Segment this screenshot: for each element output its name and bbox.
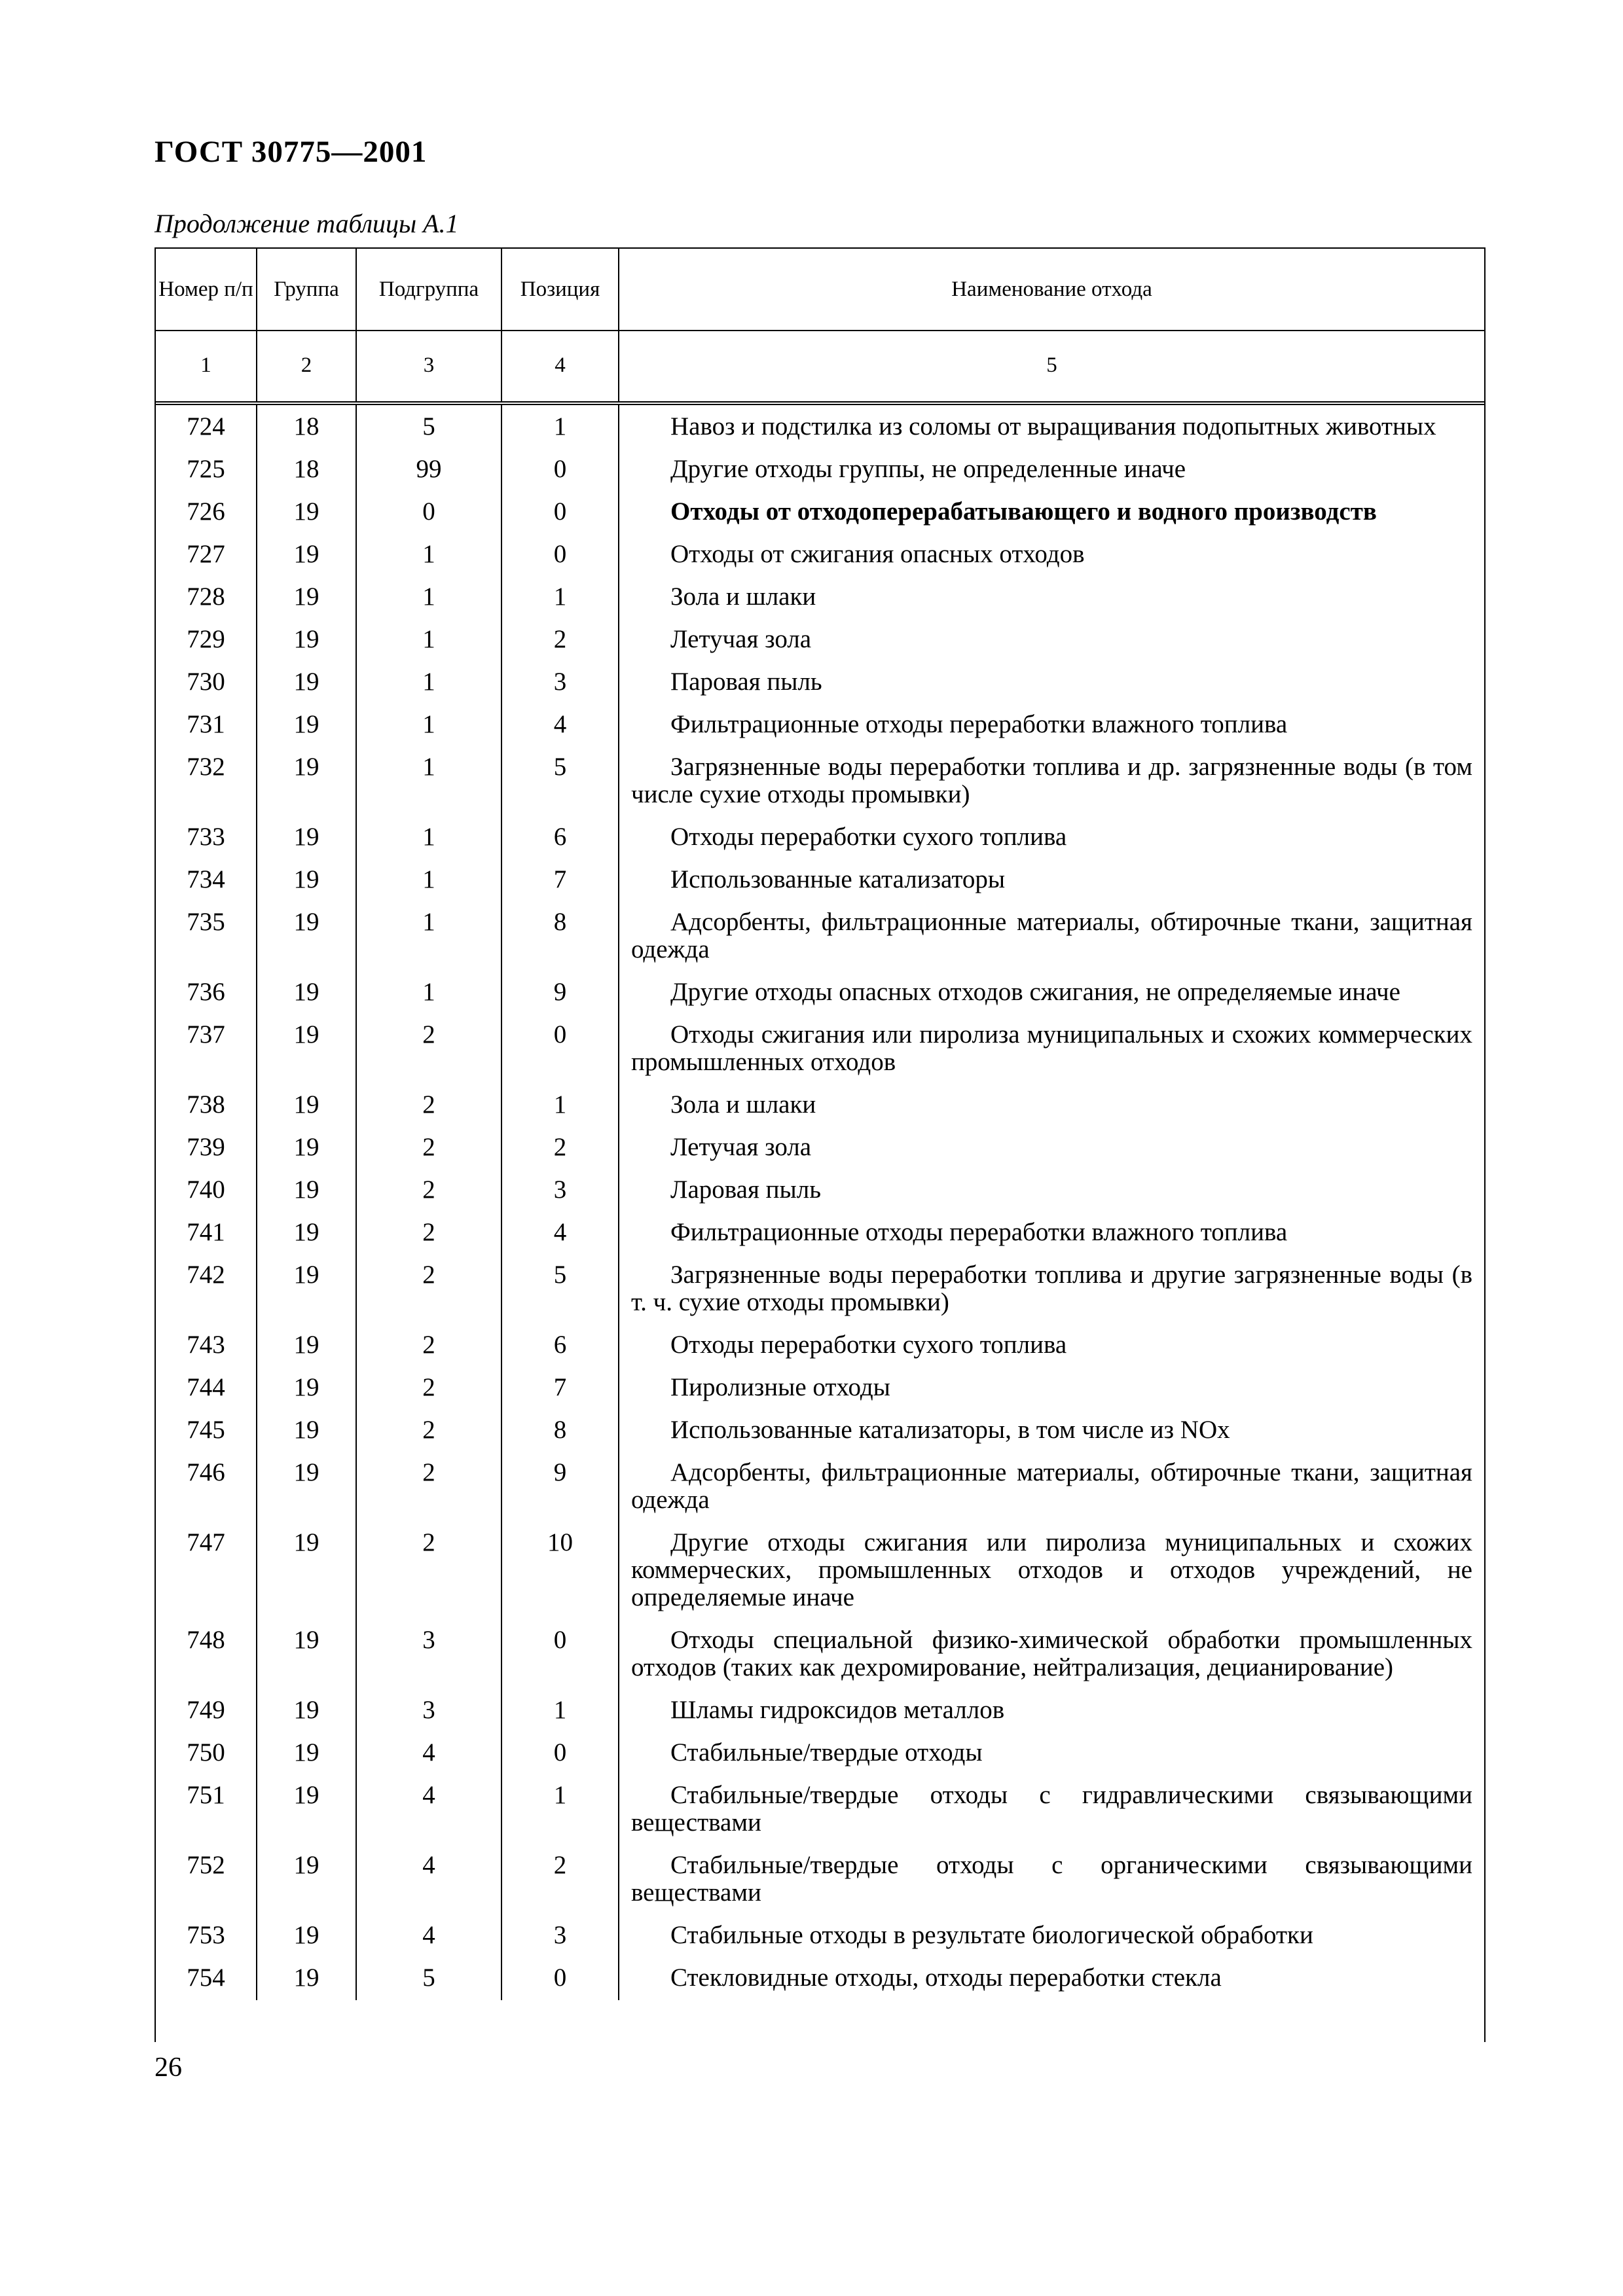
table-row [156,1410,1484,1452]
table-row [156,1732,1484,1775]
header-group: Группа [257,249,356,331]
column-number: 2 [257,331,356,403]
position-cell: 5 [501,747,619,817]
position-cell: 7 [501,1367,619,1410]
waste-name-cell: Отходы переработки сухого топлива [670,1331,1067,1359]
position-cell: 7 [501,859,619,902]
row-number-cell: 727 [156,534,257,577]
table-row [156,1690,1484,1732]
waste-name-cell: Зола и шлаки [670,583,816,611]
table-row [156,704,1484,747]
waste-name-cell: Стабильные/твердые отходы [670,1738,983,1767]
header-position: Позиция [501,249,619,331]
column-number: 3 [356,331,501,403]
group-cell: 19 [257,1170,356,1212]
subgroup-cell: 4 [356,1915,501,1958]
subgroup-cell: 2 [356,1014,501,1085]
group-cell: 19 [257,1410,356,1452]
waste-name-cell: Ларовая пыль [670,1175,821,1204]
subgroup-cell: 1 [356,972,501,1014]
group-cell: 19 [257,1255,356,1325]
table-body [156,403,1484,2000]
waste-classification-table [156,249,1484,2000]
group-cell: 19 [257,1014,356,1085]
subgroup-cell: 2 [356,1367,501,1410]
group-cell: 18 [257,403,356,449]
subgroup-cell: 2 [356,1522,501,1620]
row-number-cell: 736 [156,972,257,1014]
waste-name-cell: Загрязненные воды переработки топлива и др. загрязненные воды (в том числе сухие отходы промывки) [631,753,1472,808]
position-cell: 0 [501,1732,619,1775]
position-cell: 3 [501,662,619,704]
subgroup-cell: 4 [356,1845,501,1915]
position-cell: 1 [501,1085,619,1127]
position-cell: 2 [501,619,619,662]
table-row [156,403,1484,449]
table-row [156,1620,1484,1690]
group-cell: 19 [257,619,356,662]
subgroup-cell: 2 [356,1170,501,1212]
waste-name-cell: Стекловидные отходы, отходы переработки стекла [670,1964,1222,1992]
waste-name-cell: Адсорбенты, фильтрационные материалы, обтирочные ткани, защитная одежда [631,1458,1472,1514]
subgroup-cell: 4 [356,1732,501,1775]
row-number-cell: 740 [156,1170,257,1212]
group-cell: 19 [257,1325,356,1367]
waste-name-cell: Фильтрационные отходы переработки влажного топлива [670,1218,1288,1246]
waste-name-cell: Стабильные/твердые отходы с гидравлическими связывающими веществами [631,1781,1472,1837]
table-row [156,1958,1484,2000]
position-cell: 2 [501,1127,619,1170]
group-cell: 19 [257,1212,356,1255]
waste-name-cell: Стабильные отходы в результате биологической обработки [670,1921,1313,1949]
group-cell: 19 [257,1452,356,1522]
row-number-cell: 725 [156,449,257,492]
table-row [156,859,1484,902]
row-number-cell: 750 [156,1732,257,1775]
position-cell: 2 [501,1845,619,1915]
subgroup-cell: 2 [356,1085,501,1127]
table-row [156,577,1484,619]
subgroup-cell: 1 [356,534,501,577]
row-number-cell: 741 [156,1212,257,1255]
subgroup-cell: 1 [356,577,501,619]
table-row [156,817,1484,859]
subgroup-cell: 3 [356,1690,501,1732]
position-cell: 9 [501,972,619,1014]
table-row [156,619,1484,662]
waste-name-cell: Другие отходы опасных отходов сжигания, не определяемые иначе [670,978,1400,1006]
waste-name-cell: Стабильные/твердые отходы с органическими связывающими веществами [631,1851,1472,1907]
subgroup-cell: 2 [356,1410,501,1452]
row-number-cell: 743 [156,1325,257,1367]
table-row [156,1522,1484,1620]
position-cell: 3 [501,1170,619,1212]
waste-name-cell: Другие отходы сжигания или пиролиза муниципальных и схожих коммерческих, промышленных отходов и отходов учреждений, не определяемые иначе [631,1528,1472,1611]
header-subgroup: Подгруппа [356,249,501,331]
row-number-cell: 726 [156,492,257,534]
group-cell: 19 [257,1522,356,1620]
column-number: 4 [501,331,619,403]
subgroup-cell: 1 [356,619,501,662]
position-cell: 1 [501,403,619,449]
row-number-cell: 751 [156,1775,257,1845]
subgroup-cell: 4 [356,1775,501,1845]
group-cell: 19 [257,817,356,859]
position-cell: 0 [501,492,619,534]
table-row [156,902,1484,972]
group-cell: 19 [257,534,356,577]
subgroup-cell: 2 [356,1127,501,1170]
group-cell: 19 [257,1845,356,1915]
row-number-cell: 735 [156,902,257,972]
waste-name-cell: Использованные катализаторы, в том числе из NOx [670,1416,1230,1444]
table-row [156,972,1484,1014]
subgroup-cell: 2 [356,1325,501,1367]
subgroup-cell: 1 [356,704,501,747]
waste-name-cell: Фильтрационные отходы переработки влажного топлива [670,710,1288,738]
table-row [156,662,1484,704]
waste-name-cell: Паровая пыль [670,668,822,696]
table-row [156,1915,1484,1958]
row-number-cell: 752 [156,1845,257,1915]
row-number-cell: 729 [156,619,257,662]
waste-name-cell: Зола и шлаки [670,1090,816,1119]
table-row [156,492,1484,534]
position-cell: 8 [501,902,619,972]
row-number-cell: 748 [156,1620,257,1690]
group-cell: 19 [257,1127,356,1170]
row-number-cell: 753 [156,1915,257,1958]
subgroup-cell: 2 [356,1255,501,1325]
position-cell: 0 [501,1620,619,1690]
column-number: 5 [619,331,1484,403]
waste-name-cell: Отходы специальной физико-химической обработки промышленных отходов (таких как дехромирование, нейтрализация, децианирование) [631,1626,1472,1681]
waste-table-container [155,247,1486,2042]
subgroup-cell: 1 [356,662,501,704]
subgroup-cell: 5 [356,403,501,449]
waste-name-cell: Летучая зола [670,625,812,653]
table-caption: Продолжение таблицы А.1 [155,209,459,238]
waste-name-cell: Летучая зола [670,1133,812,1161]
row-number-cell: 732 [156,747,257,817]
row-number-cell: 747 [156,1522,257,1620]
waste-name-cell: Другие отходы группы, не определенные иначе [670,455,1186,483]
subgroup-cell: 1 [356,902,501,972]
position-cell: 4 [501,1212,619,1255]
table-row [156,1014,1484,1085]
position-cell: 1 [501,1775,619,1845]
row-number-cell: 742 [156,1255,257,1325]
row-number-cell: 733 [156,817,257,859]
document-title: ГОСТ 30775—2001 [155,135,428,169]
table-row [156,449,1484,492]
position-cell: 6 [501,1325,619,1367]
row-number-cell: 746 [156,1452,257,1522]
group-cell: 19 [257,577,356,619]
subgroup-cell: 2 [356,1452,501,1522]
waste-name-cell: Адсорбенты, фильтрационные материалы, обтирочные ткани, защитная одежда [631,908,1472,963]
waste-name-cell: Пиролизные отходы [670,1373,890,1401]
table-row [156,1127,1484,1170]
table-row [156,1367,1484,1410]
position-cell: 1 [501,1690,619,1732]
row-number-cell: 731 [156,704,257,747]
group-cell: 19 [257,747,356,817]
table-row [156,1212,1484,1255]
column-number-row [156,331,1484,403]
subgroup-cell: 1 [356,859,501,902]
group-cell: 19 [257,859,356,902]
column-number: 1 [156,331,257,403]
waste-name-cell: Навоз и подстилка из соломы от выращивания подопытных животных [670,412,1436,440]
table-row [156,1775,1484,1845]
row-number-cell: 724 [156,403,257,449]
row-number-cell: 754 [156,1958,257,2000]
group-cell: 19 [257,902,356,972]
row-number-cell: 745 [156,1410,257,1452]
table-row [156,747,1484,817]
header-number: Номер п/п [156,249,257,331]
row-number-cell: 730 [156,662,257,704]
group-cell: 19 [257,1690,356,1732]
page-number: 26 [155,2053,182,2083]
position-cell: 9 [501,1452,619,1522]
table-row [156,1085,1484,1127]
table-row [156,1170,1484,1212]
waste-name-cell: Загрязненные воды переработки топлива и другие загрязненные воды (в т. ч. сухие отходы промывки) [631,1261,1472,1316]
waste-name-cell: Отходы от сжигания опасных отходов [670,540,1085,568]
group-cell: 19 [257,972,356,1014]
group-cell: 19 [257,1620,356,1690]
header-waste-name: Наименование отхода [951,278,1152,301]
waste-name-cell: Отходы сжигания или пиролиза муниципальных и схожих коммерческих промышленных отходов [631,1020,1472,1076]
subgroup-cell: 0 [356,492,501,534]
group-cell: 19 [257,1958,356,2000]
group-cell: 19 [257,1915,356,1958]
position-cell: 0 [501,449,619,492]
row-number-cell: 739 [156,1127,257,1170]
position-cell: 10 [501,1522,619,1620]
table-row [156,1845,1484,1915]
group-cell: 19 [257,1085,356,1127]
position-cell: 3 [501,1915,619,1958]
waste-name-cell: Отходы от отходоперерабатывающего и водного производств [670,497,1377,526]
group-cell: 19 [257,704,356,747]
group-cell: 18 [257,449,356,492]
waste-name-cell: Отходы переработки сухого топлива [670,823,1067,851]
position-cell: 0 [501,1014,619,1085]
waste-name-cell: Шламы гидроксидов металлов [670,1696,1005,1724]
table-row [156,1452,1484,1522]
table-row [156,1255,1484,1325]
group-cell: 19 [257,1775,356,1845]
group-cell: 19 [257,492,356,534]
subgroup-cell: 3 [356,1620,501,1690]
subgroup-cell: 1 [356,817,501,859]
position-cell: 0 [501,534,619,577]
row-number-cell: 738 [156,1085,257,1127]
waste-name-cell: Использованные катализаторы [670,865,1006,893]
subgroup-cell: 5 [356,1958,501,2000]
row-number-cell: 744 [156,1367,257,1410]
row-number-cell: 749 [156,1690,257,1732]
subgroup-cell: 1 [356,747,501,817]
position-cell: 5 [501,1255,619,1325]
group-cell: 19 [257,662,356,704]
position-cell: 4 [501,704,619,747]
group-cell: 19 [257,1732,356,1775]
subgroup-cell: 99 [356,449,501,492]
table-header-row [156,249,1484,331]
position-cell: 0 [501,1958,619,2000]
position-cell: 1 [501,577,619,619]
table-row [156,1325,1484,1367]
row-number-cell: 737 [156,1014,257,1085]
group-cell: 19 [257,1367,356,1410]
position-cell: 8 [501,1410,619,1452]
row-number-cell: 728 [156,577,257,619]
row-number-cell: 734 [156,859,257,902]
position-cell: 6 [501,817,619,859]
table-row [156,534,1484,577]
subgroup-cell: 2 [356,1212,501,1255]
